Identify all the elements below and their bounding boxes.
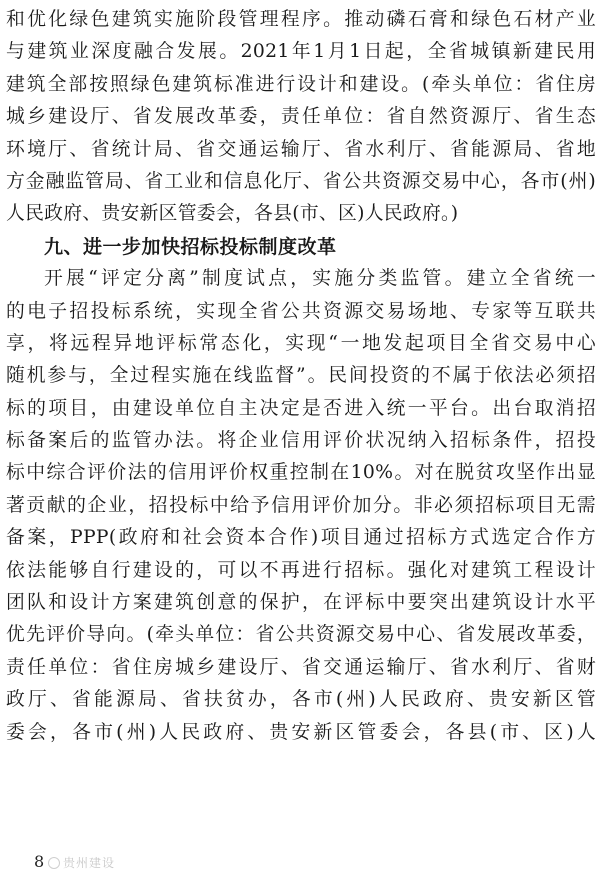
section-before-text: [6, 4, 596, 231]
text-line: 著贡献的企业，招投标中给予信用评价加分。非必须招标项目无需: [6, 494, 596, 516]
text-line: 备案，PPP(政府和社会资本合作)项目通过招标方式选定合作方: [6, 527, 596, 549]
watermark-logo-icon: [48, 857, 60, 869]
text-line: 与建筑业深度融合发展。2021年1月1日起，全省城镇新建民用: [6, 41, 596, 63]
text-line: 随机参与，全过程实施在线监督”。民间投资的不属于依法必须招: [6, 365, 596, 387]
text-line: 优先评价导向。(牵头单位：省公共资源交易中心、省发展改革委，: [6, 624, 596, 646]
watermark: [48, 854, 115, 871]
text-line: 政厅、省能源局、省扶贫办，各市(州)人民政府、贵安新区管: [6, 689, 596, 711]
text-line: 城乡建设厅、省发展改革委，责任单位：省自然资源厅、省生态: [6, 106, 596, 128]
watermark-text: 贵州建设: [63, 856, 116, 870]
page-number: 8: [34, 852, 45, 871]
page-footer: [0, 848, 602, 878]
text-line: 责任单位：省住房城乡建设厅、省交通运输厅、省水利厅、省财: [6, 656, 596, 678]
text-line: 建筑全部按照绿色建筑标准进行设计和建设。(牵头单位：省住房: [6, 73, 596, 95]
text-line: 团队和设计方案建筑创意的保护，在评标中要突出建筑设计水平: [6, 592, 596, 614]
text-line: 享，将远程异地评标常态化，实现“一地发起项目全省交易中心: [6, 332, 596, 354]
text-line: 方金融监管局、省工业和信息化厅、省公共资源交易中心，各市(州): [6, 170, 596, 192]
text-line: 的电子招投标系统，实现全省公共资源交易场地、专家等互联共: [6, 300, 596, 322]
text-line: 标中综合评价法的信用评价权重控制在10%。对在脱贫攻坚作出显: [6, 462, 596, 484]
section-heading: 九、进一步加快招标投标制度改革: [44, 235, 337, 258]
text-line: 开展“评定分离”制度试点，实施分类监管。建立全省统一: [44, 268, 596, 290]
text-line: 环境厅、省统计局、省交通运输厅、省水利厅、省能源局、省地: [6, 138, 596, 160]
text-line: 人民政府、贵安新区管委会，各县(市、区)人民政府。): [6, 203, 459, 225]
section-body-text: [6, 263, 596, 749]
text-line: 标的项目，由建设单位自主决定是否进入统一平台。出台取消招: [6, 397, 596, 419]
text-line: 依法能够自行建设的，可以不再进行招标。强化对建筑工程设计: [6, 559, 596, 581]
text-line: 和优化绿色建筑实施阶段管理程序。推动磷石膏和绿色石材产业: [6, 9, 596, 30]
text-line: 委会，各市(州)人民政府、贵安新区管委会，各县(市、区)人: [6, 721, 596, 743]
text-line: 标备案后的监管办法。将企业信用评价状况纳入招标条件，招投: [6, 430, 596, 452]
